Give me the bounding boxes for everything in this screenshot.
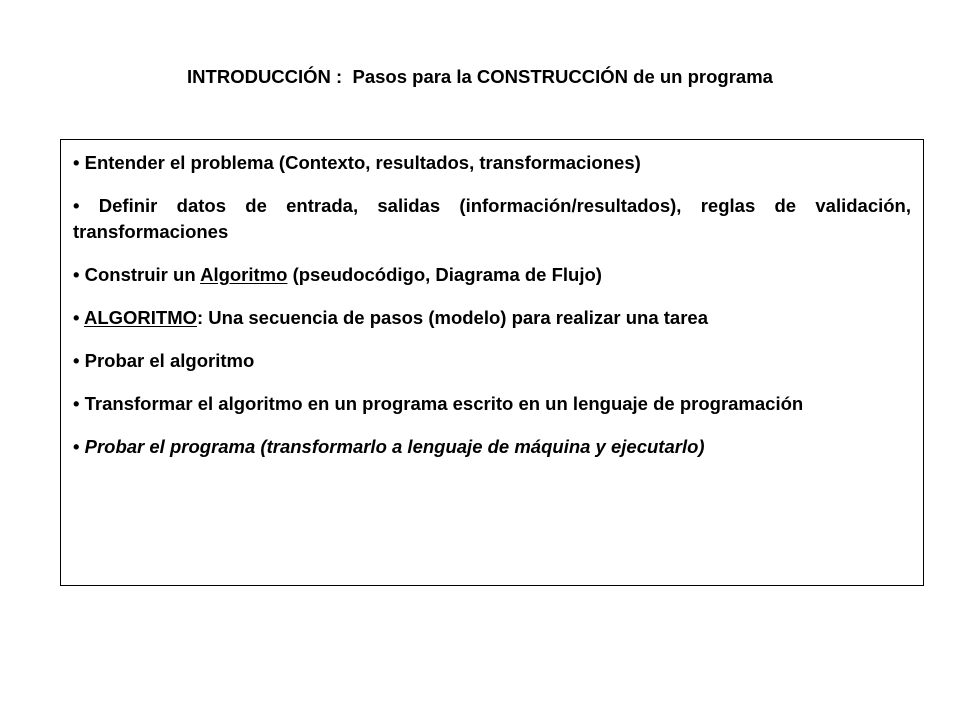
bullet-marker: •	[73, 195, 80, 216]
bullet-marker: •	[73, 350, 80, 371]
bullet-marker: •	[73, 436, 80, 457]
step-text-prefix: Construir un	[84, 264, 201, 285]
step-algorithm-definition	[73, 305, 911, 331]
steps-box	[60, 139, 924, 586]
step-text: Transformar el algoritmo en un programa escrito en un lenguaje de programación	[84, 393, 804, 414]
algorithm-term: Algoritmo	[200, 264, 288, 285]
algorithm-term: ALGORITMO	[83, 307, 197, 328]
step-text: Probar el programa (transformarlo a lenguaje de máquina y ejecutarlo)	[84, 436, 705, 457]
step-text: Entender el problema (Contexto, resultados, transformaciones)	[84, 152, 641, 173]
slide-title: INTRODUCCIÓN : Pasos para la CONSTRUCCIÓN de un programa	[187, 66, 773, 87]
step-test-program	[73, 434, 911, 460]
bullet-marker: •	[73, 393, 80, 414]
bullet-marker: •	[73, 152, 80, 173]
step-text-suffix: (pseudocódigo, Diagrama de Flujo)	[287, 264, 602, 285]
step-transform-algorithm	[73, 391, 911, 417]
bullet-marker: •	[73, 307, 80, 328]
step-text-suffix: : Una secuencia de pasos (modelo) para realizar una tarea	[197, 307, 708, 328]
step-build-algorithm	[73, 262, 911, 288]
step-text: Probar el algoritmo	[84, 350, 255, 371]
step-test-algorithm	[73, 348, 911, 374]
step-define-data	[73, 193, 911, 245]
step-text: Definir datos de entrada, salidas (información/resultados), reglas de validación, transformaciones	[73, 195, 911, 242]
bullet-marker: •	[73, 264, 80, 285]
step-understand-problem	[73, 150, 911, 176]
